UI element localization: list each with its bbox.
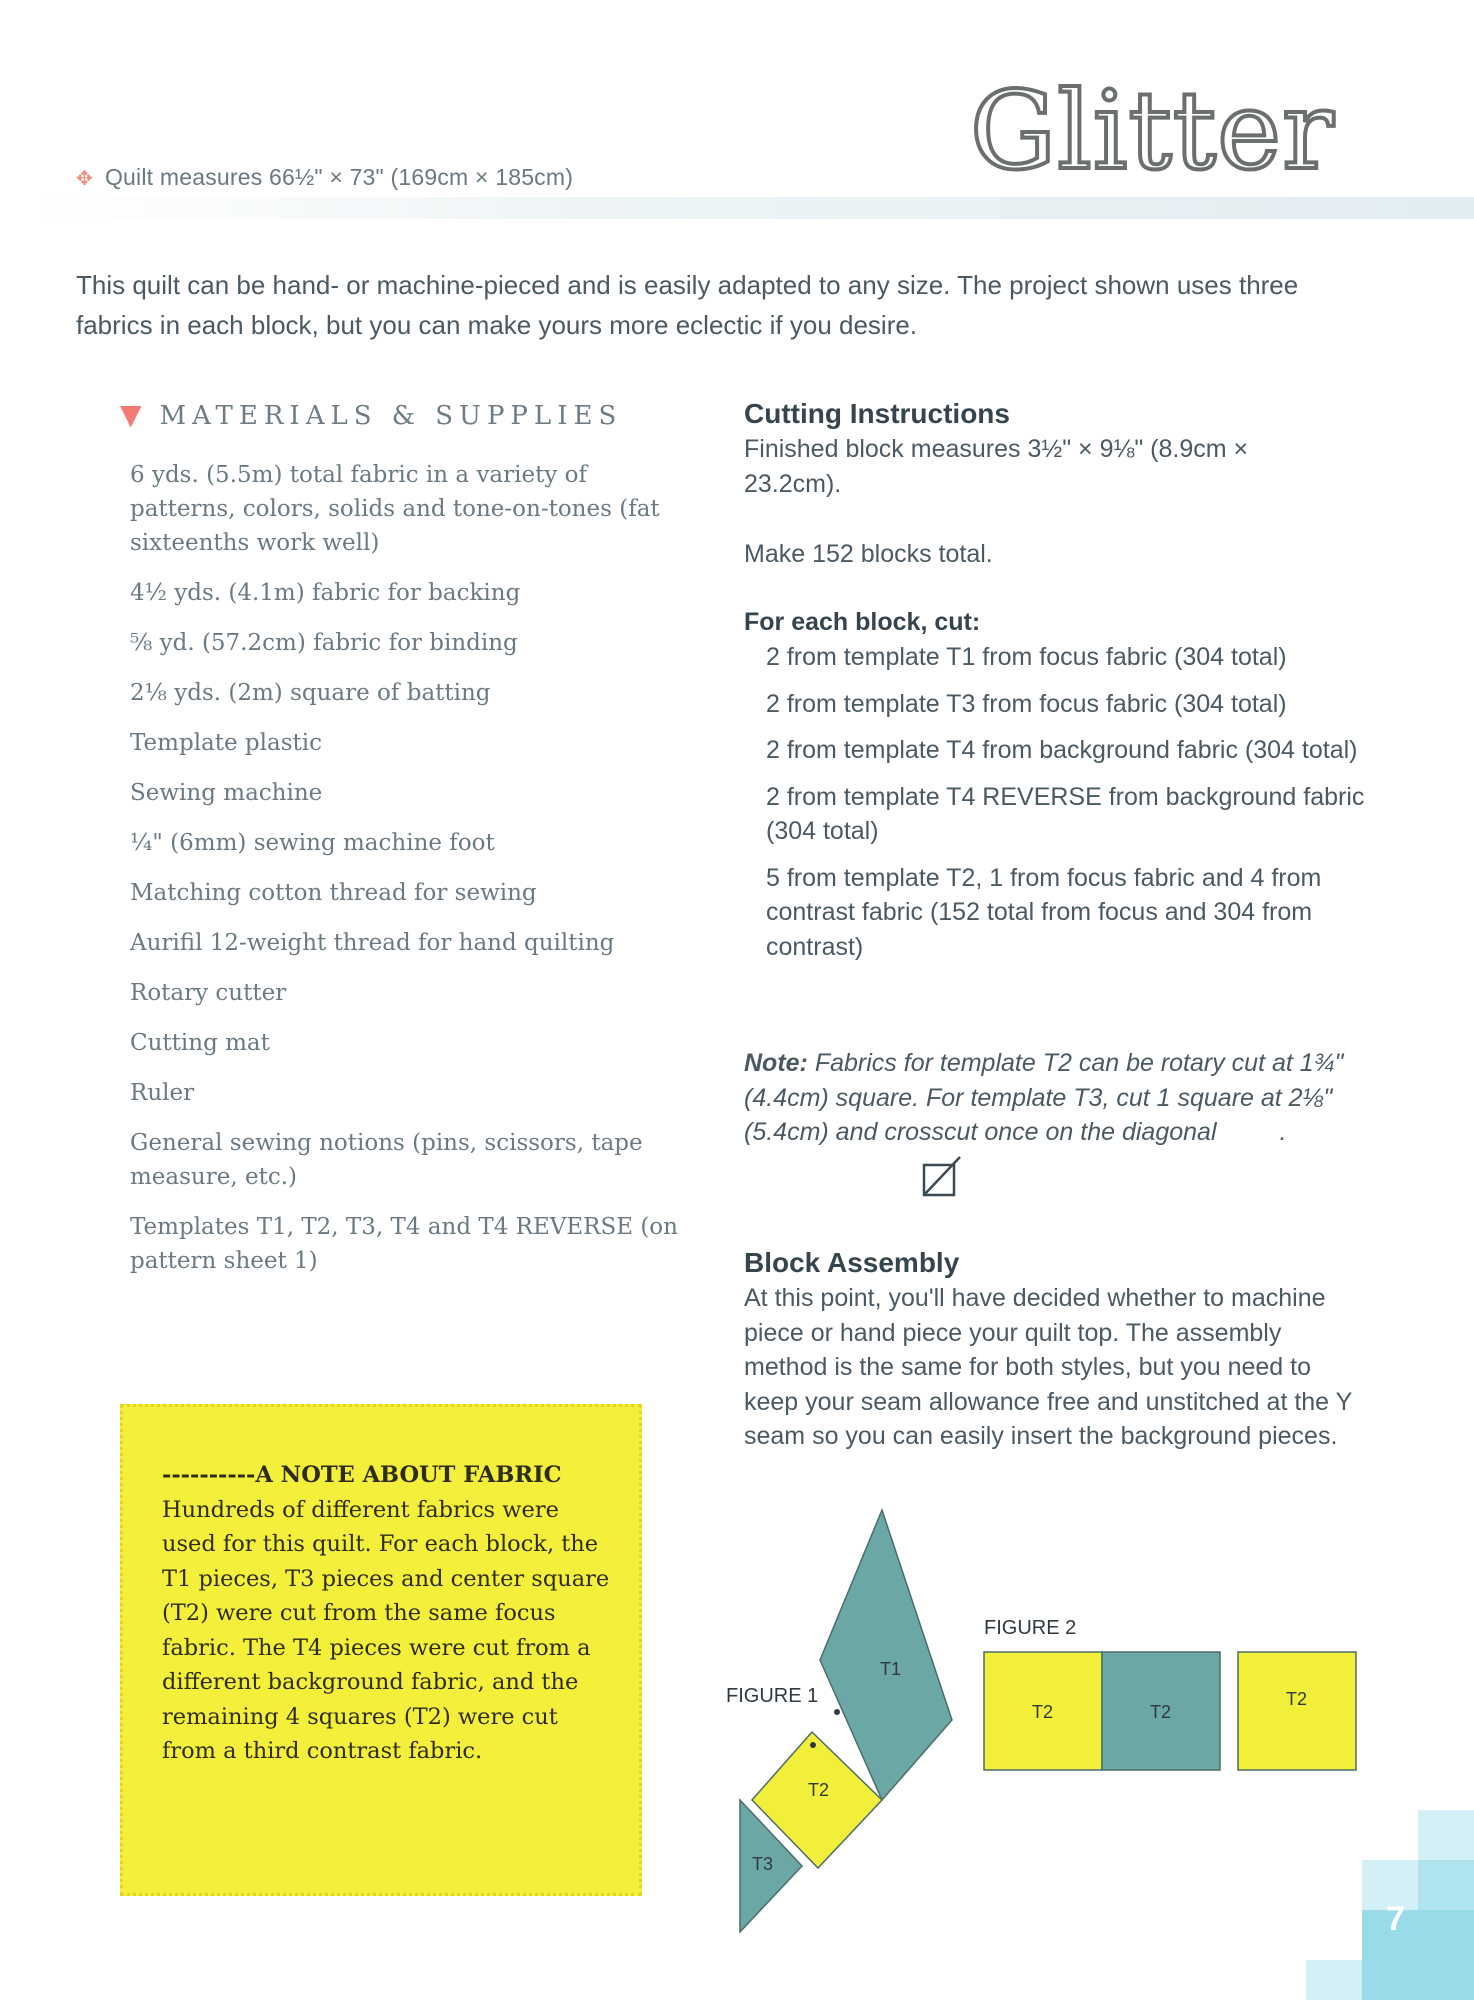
- note-end: .: [1279, 1118, 1287, 1146]
- t3-label: T3: [752, 1854, 774, 1874]
- figure-2-label: FIGURE 2: [984, 1617, 1077, 1639]
- materials-list: [130, 458, 690, 1294]
- list-item: Cutting mat: [130, 1030, 270, 1056]
- note-body: Fabrics for template T2 can be rotary cut at 1¾" (4.4cm) square. For template T3, cut 1 square at 2⅛" (5.4cm) and crosscut once on the diagonal: [744, 1049, 1344, 1146]
- materials-heading-text: MATERIALS & SUPPLIES: [159, 401, 623, 431]
- figure-2: [984, 1617, 1356, 1770]
- list-item: Templates T1, T2, T3, T4 and T4 REVERSE (on pattern sheet 1): [130, 1214, 678, 1274]
- triangle-bullet-icon: ▼: [120, 398, 142, 431]
- list-item: Ruler: [130, 1080, 195, 1106]
- list-item: ¼" (6mm) sewing machine foot: [130, 830, 495, 856]
- list-item: 6 yds. (5.5m) total fabric in a variety of patterns, colors, solids and tone-on-tones (fat sixteenths work well): [130, 462, 660, 556]
- t2-square: [1238, 1652, 1356, 1770]
- fabric-note-body: Hundreds of different fabrics were used for this quilt. For each block, the T1 pieces, T3 pieces and center square (T2) were cut from the same focus fabric. The T4 pieces were cut from a different background fabric, and the remaining 4 squares (T2) were cut from a third contrast fabric.: [162, 1496, 610, 1764]
- figure-1: [726, 1510, 952, 1932]
- diagonal-square-icon: [920, 1155, 964, 1206]
- t1-label: T1: [880, 1659, 902, 1679]
- list-item: General sewing notions (pins, scissors, tape measure, etc.): [130, 1130, 643, 1190]
- t2-label: T2: [808, 1780, 830, 1800]
- figure-1-label: FIGURE 1: [726, 1685, 819, 1707]
- fabric-note-heading: ----------A NOTE ABOUT FABRIC: [162, 1462, 562, 1488]
- header-band: [0, 197, 1474, 219]
- seam-dot: [810, 1742, 816, 1748]
- cutting-heading: Cutting Instructions: [744, 398, 1010, 429]
- t2-square-label: T2: [1150, 1702, 1172, 1722]
- t2-square-label: T2: [1032, 1702, 1054, 1722]
- t1-piece: [820, 1510, 952, 1800]
- measure-text: Quilt measures 66½" × 73" (169cm × 185cm): [104, 164, 574, 190]
- cutting-list: [766, 640, 1366, 976]
- list-item: Template plastic: [130, 730, 323, 756]
- make-blocks-text: Make 152 blocks total.: [744, 540, 993, 568]
- assembly-heading: Block Assembly: [744, 1247, 960, 1278]
- diamond-bullet-icon: ✥: [76, 168, 93, 190]
- list-item: 2⅛ yds. (2m) square of batting: [130, 680, 491, 706]
- assembly-figures: [700, 1500, 1380, 1960]
- list-item: Aurifil 12-weight thread for hand quilting: [130, 930, 615, 956]
- page-number: 7: [1386, 1900, 1405, 1938]
- list-item: 2 from template T3 from focus fabric (304 total): [766, 689, 1287, 718]
- list-item: 2 from template T4 REVERSE from background fabric (304 total): [766, 782, 1365, 845]
- list-item: Rotary cutter: [130, 980, 287, 1006]
- list-item: 4½ yds. (4.1m) fabric for backing: [130, 580, 521, 606]
- quilt-measurements: [76, 164, 573, 191]
- list-item: 5 from template T2, 1 from focus fabric and 4 from contrast fabric (152 total from focus and 304 from contrast): [766, 863, 1322, 961]
- seam-dot: [834, 1709, 840, 1715]
- list-item: 2 from template T1 from focus fabric (304 total): [766, 643, 1287, 671]
- materials-heading: [120, 398, 622, 431]
- list-item: 2 from template T4 from background fabric (304 total): [766, 736, 1358, 764]
- cutting-intro: Finished block measures 3½" × 9⅛" (8.9cm × 23.2cm).: [744, 435, 1249, 498]
- fabric-note-content: [162, 1458, 612, 1769]
- cutting-note: [744, 1046, 1344, 1150]
- assembly-body: At this point, you'll have decided whether to machine piece or hand piece your quilt top. The assembly method is the same for both styles, but you need to keep your seam allowance free and unstitched at the Y seam so you can easily insert the background pieces.: [744, 1284, 1352, 1450]
- list-item: ⅝ yd. (57.2cm) fabric for binding: [130, 630, 518, 656]
- t2-square-label: T2: [1286, 1689, 1308, 1709]
- list-item: Matching cotton thread for sewing: [130, 880, 537, 906]
- page-title: Glitter: [970, 69, 1335, 194]
- intro-paragraph: This quilt can be hand- or machine-pieced and is easily adapted to any size. The project shown uses three fabrics in each block, but you can make yours more eclectic if you desire.: [76, 270, 1299, 340]
- each-block-heading: For each block, cut:: [744, 608, 981, 636]
- note-label: Note:: [744, 1049, 808, 1077]
- list-item: Sewing machine: [130, 780, 323, 806]
- corner-decoration: [1280, 1800, 1474, 2000]
